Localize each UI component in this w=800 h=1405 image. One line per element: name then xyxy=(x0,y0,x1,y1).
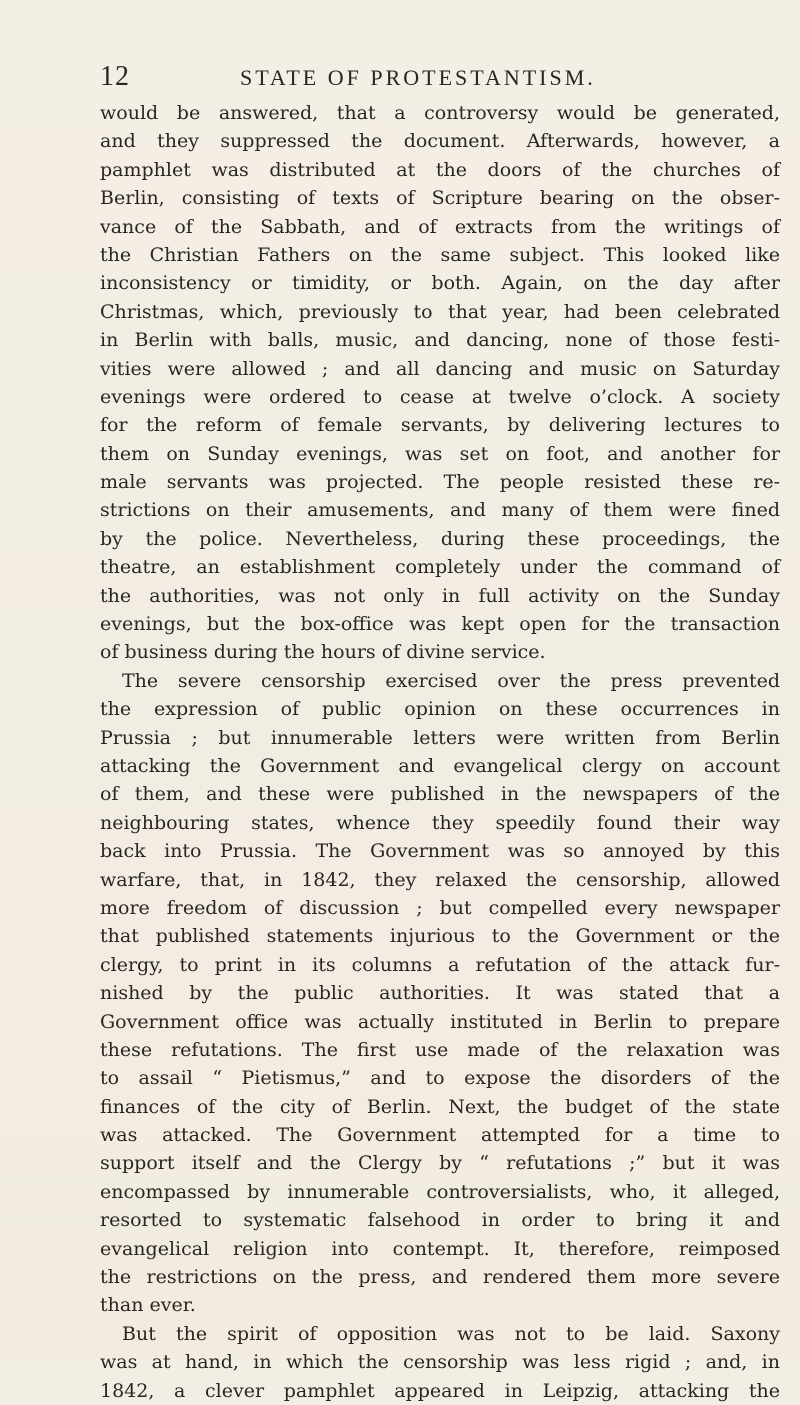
text-line: Christmas, which, previously to that year, had been celebrated xyxy=(100,300,780,323)
text-line: pamphlet was distributed at the doors of the churches of xyxy=(100,158,780,181)
text-line: nished by the public authorities. It was stated that a xyxy=(100,982,780,1005)
text-line: and they suppressed the document. Afterwards, however, a xyxy=(100,130,780,153)
text-line: But the spirit of opposition was not to be laid. Saxony xyxy=(122,1322,780,1345)
body-text xyxy=(100,99,780,1405)
running-head xyxy=(100,62,780,92)
text-line: evangelical religion into contempt. It, therefore, reimposed xyxy=(100,1237,780,1260)
text-line: was at hand, in which the censorship was less rigid ; and, in xyxy=(100,1351,780,1374)
text-line: finances of the city of Berlin. Next, the budget of the state xyxy=(100,1095,780,1118)
running-title: STATE OF PROTESTANTISM. xyxy=(240,65,596,90)
text-line: back into Prussia. The Government was so annoyed by this xyxy=(100,840,780,863)
text-line: support itself and the Clergy by “ refutations ;” but it was xyxy=(100,1152,780,1175)
text-line: male servants was projected. The people resisted these re- xyxy=(100,471,780,494)
text-line: in Berlin with balls, music, and dancing, none of those festi- xyxy=(100,329,780,352)
text-line: was attacked. The Government attempted for a time to xyxy=(100,1124,780,1147)
text-line: them on Sunday evenings, was set on foot, and another for xyxy=(100,442,780,465)
text-line: would be answered, that a controversy would be generated, xyxy=(100,102,780,124)
text-line: of them, and these were published in the newspapers of the xyxy=(100,783,780,806)
text-line: more freedom of discussion ; but compelled every newspaper xyxy=(100,896,780,919)
text-line: vance of the Sabbath, and of extracts from the writings of xyxy=(100,215,780,238)
text-line: resorted to systematic falsehood in order to bring it and xyxy=(100,1209,780,1232)
text-line: inconsistency or timidity, or both. Again, on the day after xyxy=(100,272,780,295)
text-line: strictions on their amusements, and many of them were fined xyxy=(100,499,780,522)
text-line: theatre, an establishment completely under the command of xyxy=(100,556,780,579)
text-line: 1842, a clever pamphlet appeared in Leipzig, attacking the xyxy=(100,1379,780,1402)
text-line: that published statements injurious to the Government or the xyxy=(100,925,780,948)
text-line: these refutations. The first use made of the relaxation was xyxy=(100,1038,780,1061)
page-number: 12 xyxy=(100,61,130,92)
text-line: the authorities, was not only in full activity on the Sunday xyxy=(100,584,780,607)
text-line: the restrictions on the press, and rendered them more severe xyxy=(100,1266,780,1289)
text-line: neighbouring states, whence they speedily found their way xyxy=(100,811,780,834)
text-line: Berlin, consisting of texts of Scripture bearing on the obser- xyxy=(100,187,780,210)
text-line: the Christian Fathers on the same subject. This looked like xyxy=(100,243,780,266)
text-line: for the reform of female servants, by delivering lectures to xyxy=(100,414,780,437)
text-line: clergy, to print in its columns a refutation of the attack fur- xyxy=(100,953,780,976)
text-line: The severe censorship exercised over the press prevented xyxy=(122,669,780,692)
text-line: warfare, that, in 1842, they relaxed the censorship, allowed xyxy=(100,868,780,891)
text-line: attacking the Government and evangelical clergy on account xyxy=(100,754,780,777)
text-line: Prussia ; but innumerable letters were written from Berlin xyxy=(100,726,780,749)
text-line: to assail “ Pietismus,” and to expose the disorders of the xyxy=(100,1067,780,1090)
text-line: by the police. Nevertheless, during these proceedings, the xyxy=(100,527,780,550)
text-line: vities were allowed ; and all dancing and music on Saturday xyxy=(100,357,780,380)
text-line: evenings were ordered to cease at twelve o’clock. A society xyxy=(100,385,780,408)
text-line: encompassed by innumerable controversialists, who, it alleged, xyxy=(100,1180,780,1203)
text-line: Government office was actually instituted in Berlin to prepare xyxy=(100,1010,780,1033)
text-line: the expression of public opinion on these occurrences in xyxy=(100,698,780,721)
text-line: than ever. xyxy=(100,1294,196,1317)
text-line: of business during the hours of divine service. xyxy=(100,641,546,664)
text-line: evenings, but the box-office was kept open for the transaction xyxy=(100,613,780,636)
